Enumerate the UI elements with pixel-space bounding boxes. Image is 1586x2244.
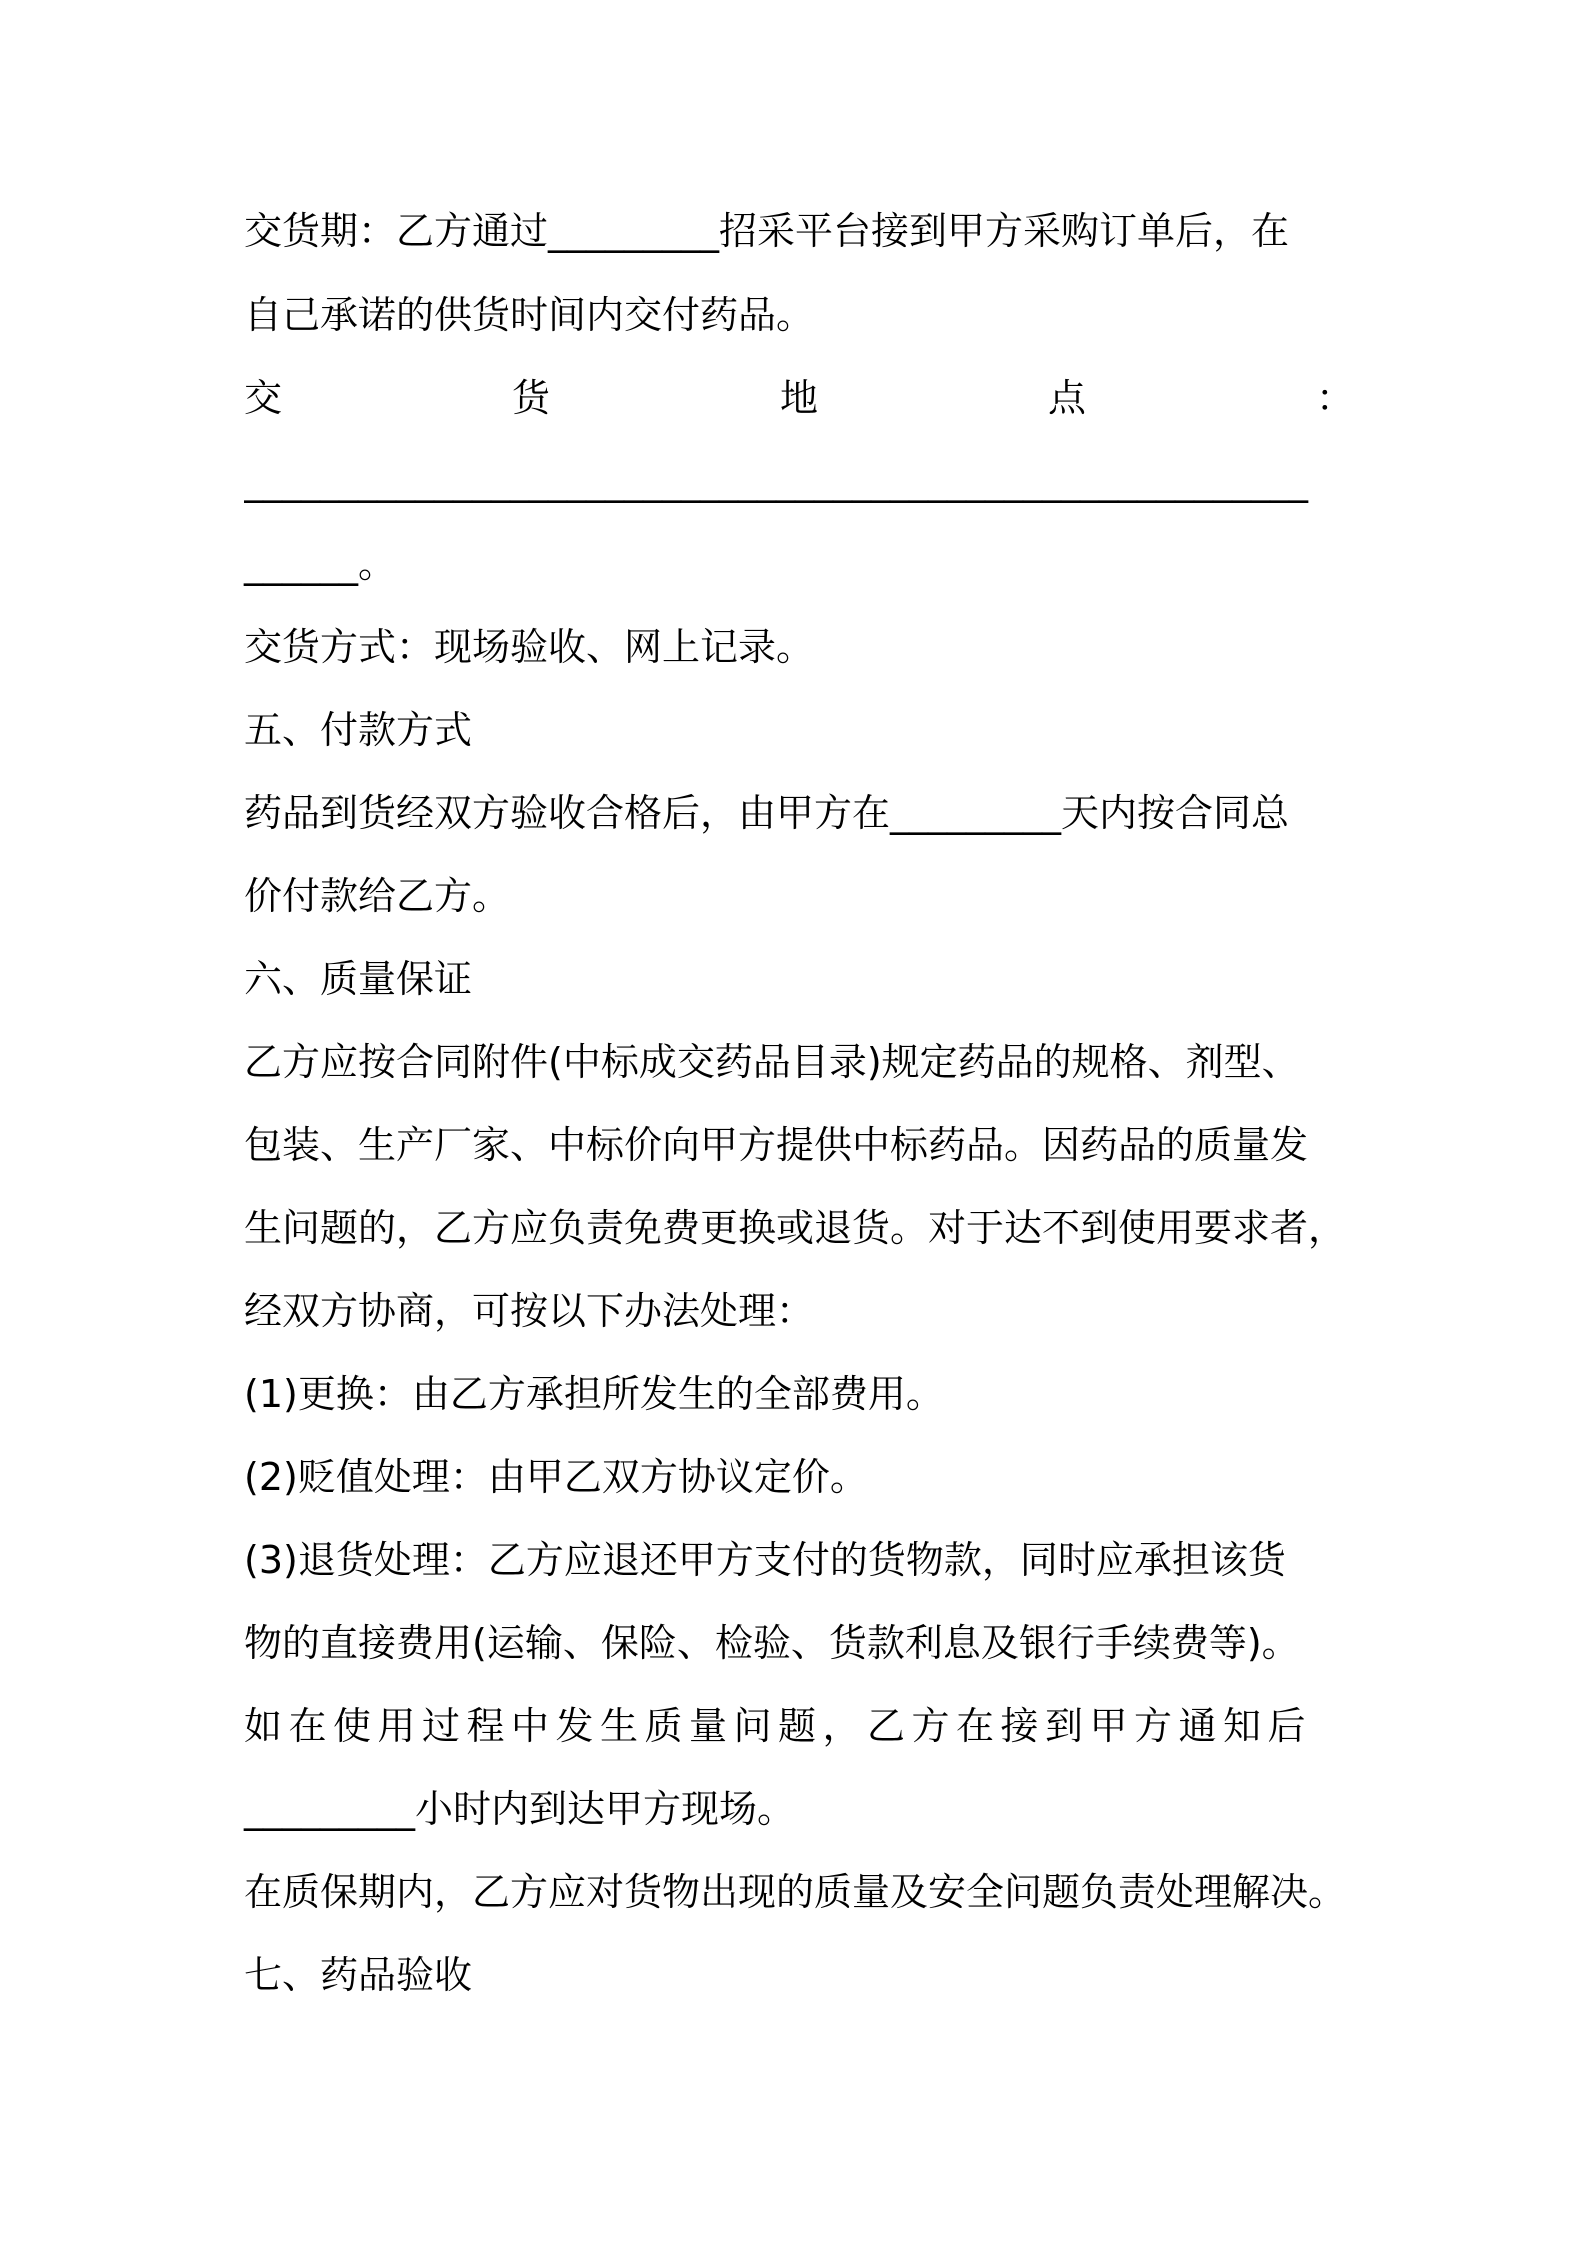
paragraph-quality-cont: 包装、生产厂家、中标价向甲方提供中标药品。因药品的质量发 [244,1123,1309,1167]
delivery-place-char: 货 [511,376,550,420]
paragraph-onsite-response: 如在使用过程中发生质量问题，乙方在接到甲方通知后 [244,1704,1313,1748]
paragraph-payment-cont: 价付款给乙方。 [244,874,511,918]
paragraph-payment: 药品到货经双方验收合格后，由甲方在_________天内按合同总 [244,791,1290,835]
list-item-return-cont: 物的直接费用(运输、保险、检验、货款利息及银行手续费等)。 [244,1621,1300,1665]
delivery-place-blank: ________________________________________________________ [244,459,1308,503]
delivery-place-char: 交 [244,376,283,420]
section-heading-acceptance: 七、药品验收 [244,1953,473,1997]
paragraph-quality-cont: 生问题的，乙方应负责免费更换或退货。对于达不到使用要求者， [244,1206,1347,1250]
paragraph-warranty: 在质保期内，乙方应对货物出现的质量及安全问题负责处理解决。 [244,1870,1347,1914]
list-item-return: (3)退货处理：乙方应退还甲方支付的货物款，同时应承担该货 [244,1538,1286,1582]
paragraph-delivery-method: 交货方式：现场验收、网上记录。 [244,625,815,669]
delivery-place-char: 点 [1047,376,1086,420]
delivery-place-char: 地 [779,376,818,420]
delivery-place-char: ： [1315,376,1354,420]
delivery-place-blank-end: ______。 [244,542,397,586]
section-heading-quality: 六、质量保证 [244,957,473,1001]
paragraph-quality: 乙方应按合同附件(中标成交药品目录)规定药品的规格、剂型、 [244,1040,1300,1084]
paragraph-onsite-response-cont: _________小时内到达甲方现场。 [244,1787,796,1831]
paragraph-delivery-period: 交货期：乙方通过_________招采平台接到甲方采购订单后，在 [244,209,1290,253]
list-item-depreciation: (2)贬值处理：由甲乙双方协议定价。 [244,1455,868,1499]
paragraph-quality-cont: 经双方协商，可按以下办法处理： [244,1289,815,1333]
paragraph-delivery-period-cont: 自己承诺的供货时间内交付药品。 [244,293,815,337]
section-heading-payment: 五、付款方式 [244,708,473,752]
paragraph-delivery-place [244,373,1354,423]
list-item-replace: (1)更换：由乙方承担所发生的全部费用。 [244,1372,944,1416]
